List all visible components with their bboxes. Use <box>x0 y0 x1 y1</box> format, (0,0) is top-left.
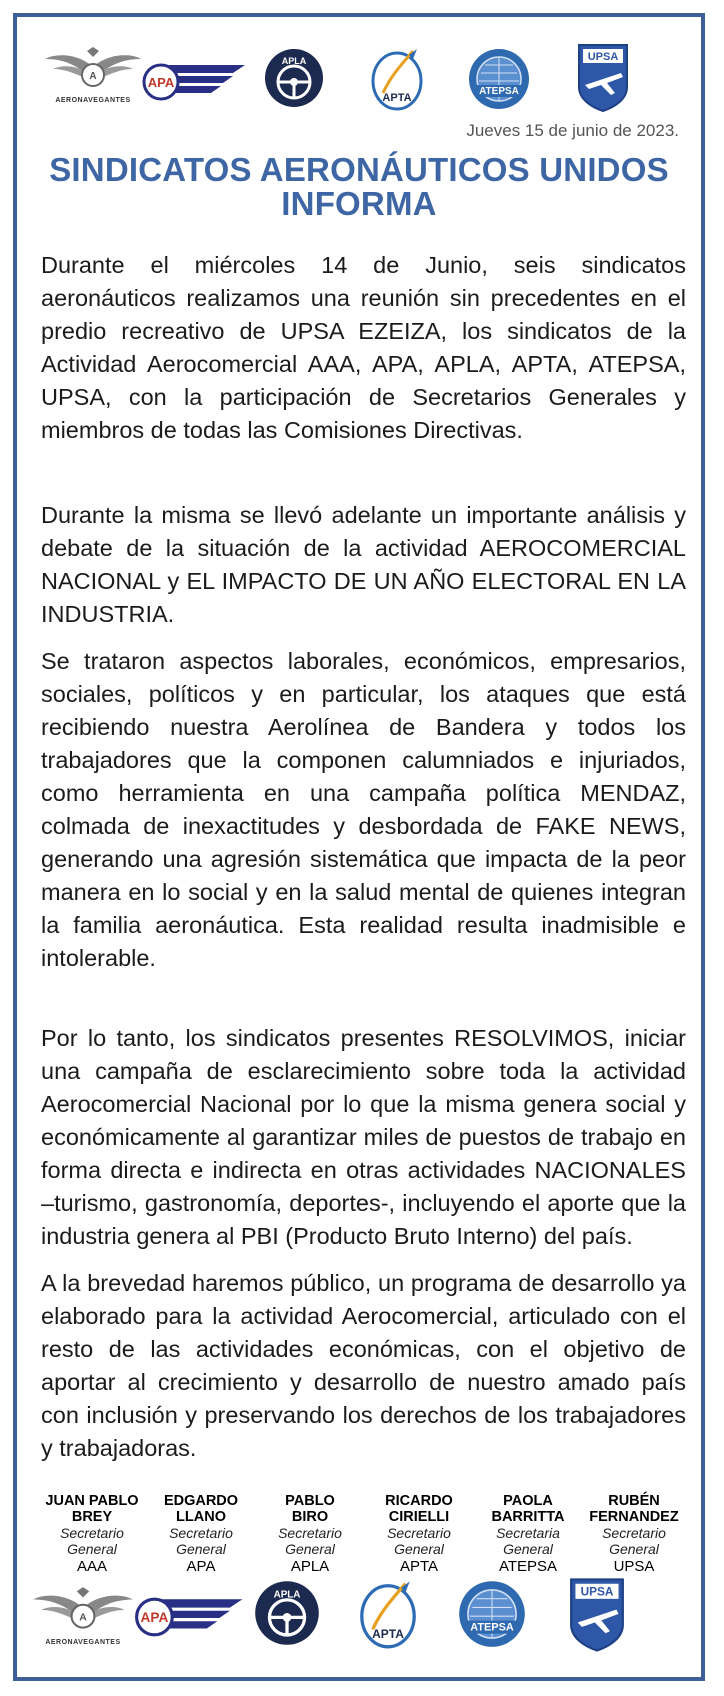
signatory-role: Secretario <box>602 1525 666 1541</box>
signatory-org: AAA <box>76 1558 107 1575</box>
apa-logo-text: APA <box>140 1610 169 1626</box>
svg-text:A: A <box>89 71 97 82</box>
signatory-role: General <box>394 1541 444 1557</box>
signatory-name: JUAN PABLO <box>45 1493 139 1509</box>
signatory-name: PABLO <box>285 1493 335 1509</box>
document-title: SINDICATOS AERONÁUTICOS UNIDOS INFORMA <box>49 151 669 222</box>
signatory-org: ATEPSA <box>498 1558 558 1575</box>
signatory-org: UPSA <box>613 1558 655 1575</box>
signatory-name: BREY <box>71 1509 113 1525</box>
signatory-name: EDGARDO <box>163 1493 239 1509</box>
paragraph-1: Durante el miércoles 14 de Junio, seis sindicatos aeronáuticos realizamos una reunión sin precedentes en el predio recreativo de UPSA EZEIZA, los sindicatos de la Actividad Aerocomercial AAA, APA, APLA, APTA, ATEPSA, UPSA, con la participación de Secretarios Generales y miembros de todas las Comisiones Directivas. <box>41 252 686 443</box>
apta-logo <box>369 45 425 111</box>
signatory-org: APTA <box>399 1558 439 1575</box>
document-frame <box>13 13 705 1681</box>
upsa-logo <box>569 1577 625 1653</box>
signatory-name: LLANO <box>176 1509 226 1525</box>
paragraph-5: A la brevedad haremos público, un programa de desarrollo ya elaborado para la actividad Aerocomercial, articulado con el resto de las actividades económicas, con el objetivo de aportar al crecimiento y desarrollo de nuestro amado país con inclusión y preservando los derechos de los trabajadores y trabajadoras. <box>41 1270 686 1461</box>
signatory-role: Secretaria <box>496 1525 560 1541</box>
signatory-name: CIRIELLI <box>388 1509 450 1525</box>
signatory <box>579 1493 689 1576</box>
signatory-role: Secretario <box>60 1525 124 1541</box>
apa-logo-text: APA <box>147 75 175 90</box>
signatory-role: General <box>67 1541 117 1557</box>
signatory-name: BARRITTA <box>491 1509 565 1525</box>
signatory-name: PAOLA <box>503 1493 553 1509</box>
atepsa-logo-text: ATEPSA <box>470 1621 514 1634</box>
svg-text:A: A <box>79 1612 87 1624</box>
signatory-org: APA <box>186 1558 216 1575</box>
signatory <box>473 1493 583 1576</box>
apta-logo-text: APTA <box>372 1627 404 1642</box>
signatory-name: FERNANDEZ <box>589 1509 679 1525</box>
upsa-logo-text: UPSA <box>587 51 619 63</box>
apla-logo-text: APLA <box>281 56 307 66</box>
upsa-logo <box>577 43 629 113</box>
signatory-name: BIRO <box>291 1509 329 1525</box>
paragraph-3: Se trataron aspectos laborales, económicos, empresarios, sociales, políticos y en particular, los ataques que está recibiendo nuestra Aerolínea de Bandera y todos los trabajadores que la componen calumniados e injuriados, como herramienta en una campaña política MENDAZ, colmada de inexactitudes y desbordada de FAKE NEWS, generando una agresión sistemática que impacta de la peor manera en lo social y en la salud mental de quienes integran la familia aeronáutica. Esta realidad resulta inadmisible e intolerable. <box>41 648 686 971</box>
signatories <box>37 1493 689 1573</box>
signatory <box>364 1493 474 1576</box>
atepsa-logo-text: ATEPSA <box>479 86 519 97</box>
aaa-logo <box>31 1585 135 1646</box>
signatory-role: General <box>176 1541 226 1557</box>
signatory-name: RICARDO <box>385 1493 453 1509</box>
signatory-role: General <box>503 1541 553 1557</box>
atepsa-logo <box>457 1579 527 1649</box>
signatory-name: RUBÉN <box>608 1493 660 1509</box>
signatory-role: General <box>609 1541 659 1557</box>
paragraph-4: Por lo tanto, los sindicatos presentes RESOLVIMOS, iniciar una campaña de esclarecimiento sobre toda la actividad Aerocomercial Nacional por lo que la misma genera social y económicamente al garantizar miles de puestos de trabajo en forma directa e indirecta en otras actividades NACIONALES –turismo, gastronomía, deportes-, incluyendo el aporte que la industria genera al PBI (Producto Bruto Interno) del país. <box>41 1025 686 1249</box>
signatory-role: General <box>285 1541 335 1557</box>
atepsa-logo <box>467 47 531 111</box>
paragraph-2: Durante la misma se llevó adelante un importante análisis y debate de la situación de la actividad AEROCOMERCIAL NACIONAL y EL IMPACTO DE UN AÑO ELECTORAL EN LA INDUSTRIA. <box>41 502 686 627</box>
aaa-logo <box>43 45 143 104</box>
apa-logo <box>141 61 247 103</box>
signatory-role: Secretario <box>169 1525 233 1541</box>
signatory <box>37 1493 147 1576</box>
apla-logo-text: APLA <box>273 1589 301 1601</box>
aaa-logo-caption: AERONAVEGANTES <box>45 1639 121 1646</box>
aaa-logo-caption: AERONAVEGANTES <box>55 97 131 104</box>
apa-logo <box>133 1595 245 1639</box>
apta-logo-text: APTA <box>382 92 412 104</box>
logo-row-bottom <box>17 1577 701 1669</box>
logo-row-top <box>17 39 701 131</box>
signatory-org: APLA <box>290 1558 330 1575</box>
apla-logo <box>263 47 325 109</box>
signatory <box>255 1493 365 1576</box>
signatory <box>146 1493 256 1576</box>
signatory-role: Secretario <box>387 1525 451 1541</box>
upsa-logo-text: UPSA <box>580 1584 614 1599</box>
apla-logo <box>253 1579 321 1647</box>
signatory-role: Secretario <box>278 1525 342 1541</box>
apta-logo <box>357 1577 419 1649</box>
document-date: Jueves 15 de junio de 2023. <box>466 121 679 140</box>
